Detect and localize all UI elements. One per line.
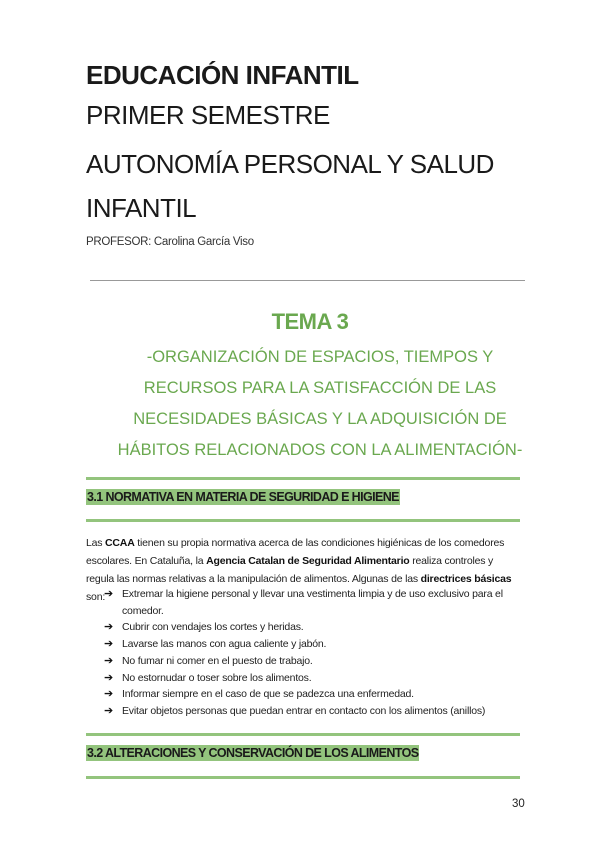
subject-title: AUTONOMÍA PERSONAL Y SALUD INFANTIL — [86, 149, 494, 223]
arrow-icon: ➔ — [104, 671, 114, 684]
paragraph-text: Las — [86, 537, 106, 549]
arrow-icon: ➔ — [104, 704, 114, 717]
course-title: EDUCACIÓN INFANTIL — [86, 60, 359, 90]
semester-title: PRIMER SEMESTRE — [86, 100, 330, 130]
arrow-icon: ➔ — [104, 688, 114, 701]
arrow-icon: ➔ — [104, 654, 114, 667]
professor-line: PROFESOR: Carolina García Viso — [86, 236, 254, 248]
list-item — [104, 703, 522, 720]
list-item — [104, 586, 522, 619]
tema-label: TEMA 3 — [271, 309, 349, 334]
directrices-list — [104, 586, 522, 720]
list-item-text: No fumar ni comer en el puesto de trabajo. — [122, 654, 313, 667]
tema-title: -ORGANIZACIÓN DE ESPACIOS, TIEMPOS Y RECURSOS PARA LA SATISFACCIÓN DE LAS NECESIDADES BÁSICAS Y LA ADQUISICIÓN DE HÁBITOS RELACIONADOS CON LA ALIMENTACIÓN- — [117, 348, 523, 459]
section1-bottom-bar — [86, 519, 520, 522]
paragraph-bold-agency: Agencia Catalan de Seguridad Alimentario — [206, 555, 410, 567]
section2-heading — [86, 746, 419, 760]
list-item — [104, 619, 522, 636]
arrow-icon: ➔ — [104, 638, 114, 651]
paragraph-bold-directrices: directrices básicas — [420, 573, 512, 585]
section2-heading-text: 3.2 ALTERACIONES Y CONSERVACIÓN DE LOS ALIMENTOS — [87, 746, 419, 760]
arrow-icon: ➔ — [104, 588, 114, 600]
list-item — [104, 653, 522, 670]
list-item — [104, 686, 522, 703]
list-item-text: Extremar la higiene personal y llevar una vestimenta limpia y de uso exclusivo para el comedor. — [122, 588, 503, 617]
section1-top-bar — [86, 477, 520, 480]
header-divider — [90, 280, 525, 281]
paragraph-text: tienen su propia normativa acerca de las condiciones higiénicas de los comedores escolares. En Cataluña, la — [86, 537, 505, 567]
section2-bottom-bar — [86, 776, 520, 779]
list-item-text: Informar siempre en el caso de que se padezca una enfermedad. — [122, 688, 414, 701]
paragraph-text: son: — [86, 591, 106, 603]
list-item — [104, 636, 522, 653]
list-item-text: Lavarse las manos con agua caliente y jabón. — [122, 638, 327, 651]
list-item-text: Evitar objetos personas que puedan entrar en contacto con los alimentos (anillos) — [122, 704, 486, 717]
section2-top-bar — [86, 733, 520, 736]
arrow-icon: ➔ — [104, 621, 114, 634]
paragraph-bold-ccaa: CCAA — [105, 537, 135, 549]
paragraph-text: realiza controles y regula las normas relativas a la manipulación de alimentos. Algunas de las — [86, 555, 494, 585]
list-item-text: Cubrir con vendajes los cortes y heridas. — [122, 621, 304, 634]
section1-heading — [86, 490, 400, 504]
page-number: 30 — [512, 798, 525, 810]
list-item — [104, 670, 522, 687]
section1-heading-text: 3.1 NORMATIVA EN MATERIA DE SEGURIDAD E HIGIENE — [87, 490, 399, 504]
list-item-text: No estornudar o toser sobre los alimentos. — [122, 671, 312, 684]
